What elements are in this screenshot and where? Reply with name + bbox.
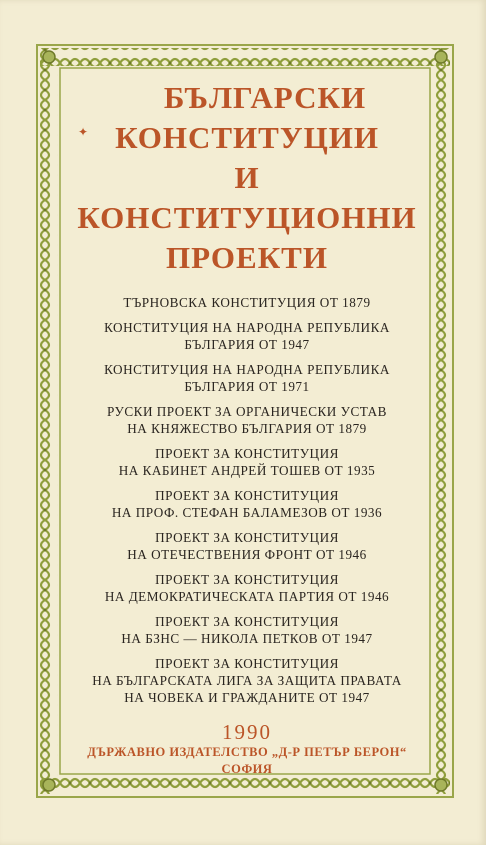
list-item-line: ПРОЕКТ ЗА КОНСТИТУЦИЯ	[155, 446, 339, 461]
list-item-line: ПРОЕКТ ЗА КОНСТИТУЦИЯ	[155, 488, 339, 503]
list-item-line: НА БЗНС — НИКОЛА ПЕТКОВ ОТ 1947	[121, 631, 373, 646]
list-item-line: БЪЛГАРИЯ ОТ 1947	[184, 337, 310, 352]
list-item-line: КОНСТИТУЦИЯ НА НАРОДНА РЕПУБЛИКА	[104, 320, 390, 335]
list-item-line: НА БЪЛГАРСКАТА ЛИГА ЗА ЗАЩИТА ПРАВАТА	[92, 673, 402, 688]
list-item	[62, 319, 432, 353]
contents-list	[62, 294, 432, 706]
title-line: КОНСТИТУЦИИ	[115, 120, 379, 155]
book-title	[62, 78, 432, 278]
imprint	[62, 720, 432, 778]
list-item	[62, 529, 432, 563]
publication-city: СОФИЯ	[221, 762, 273, 776]
publication-year: 1990	[222, 720, 272, 744]
title-line: ПРОЕКТИ	[166, 240, 328, 275]
list-item	[62, 487, 432, 521]
list-item	[62, 403, 432, 437]
list-item	[62, 655, 432, 706]
list-item-line: НА ЧОВЕКА И ГРАЖДАНИТЕ ОТ 1947	[124, 690, 370, 705]
flourish-icon: ✦	[78, 125, 89, 139]
list-item-line: БЪЛГАРИЯ ОТ 1971	[184, 379, 310, 394]
list-item	[62, 613, 432, 647]
list-item-line: НА КАБИНЕТ АНДРЕЙ ТОШЕВ ОТ 1935	[118, 463, 376, 478]
cover-content	[62, 78, 432, 778]
list-item-line: НА ДЕМОКРАТИЧЕСКАТА ПАРТИЯ ОТ 1946	[104, 589, 390, 604]
list-item-line: ТЪРНОВСКА КОНСТИТУЦИЯ ОТ 1879	[123, 295, 371, 310]
publisher-name: ДЪРЖАВНО ИЗДАТЕЛСТВО „Д-Р ПЕТЪР БЕРОН“	[87, 745, 407, 759]
list-item-line: НА ПРОФ. СТЕФАН БАЛАМЕЗОВ ОТ 1936	[111, 505, 383, 520]
list-item-line: ПРОЕКТ ЗА КОНСТИТУЦИЯ	[155, 656, 339, 671]
title-line: И КОНСТИТУЦИОННИ	[77, 160, 417, 235]
list-item-line: НА КНЯЖЕСТВО БЪЛГАРИЯ ОТ 1879	[127, 421, 367, 436]
list-item	[62, 361, 432, 395]
title-line: БЪЛГАРСКИ	[163, 80, 367, 115]
list-item-line: ПРОЕКТ ЗА КОНСТИТУЦИЯ	[155, 530, 339, 545]
list-item-line: РУСКИ ПРОЕКТ ЗА ОРГАНИЧЕСКИ УСТАВ	[107, 404, 387, 419]
list-item	[62, 445, 432, 479]
list-item-line: ПРОЕКТ ЗА КОНСТИТУЦИЯ	[155, 572, 339, 587]
list-item-line: НА ОТЕЧЕСТВЕНИЯ ФРОНТ ОТ 1946	[127, 547, 367, 562]
list-item-line: ПРОЕКТ ЗА КОНСТИТУЦИЯ	[155, 614, 339, 629]
list-item	[62, 294, 432, 311]
list-item-line: КОНСТИТУЦИЯ НА НАРОДНА РЕПУБЛИКА	[104, 362, 390, 377]
list-item	[62, 571, 432, 605]
